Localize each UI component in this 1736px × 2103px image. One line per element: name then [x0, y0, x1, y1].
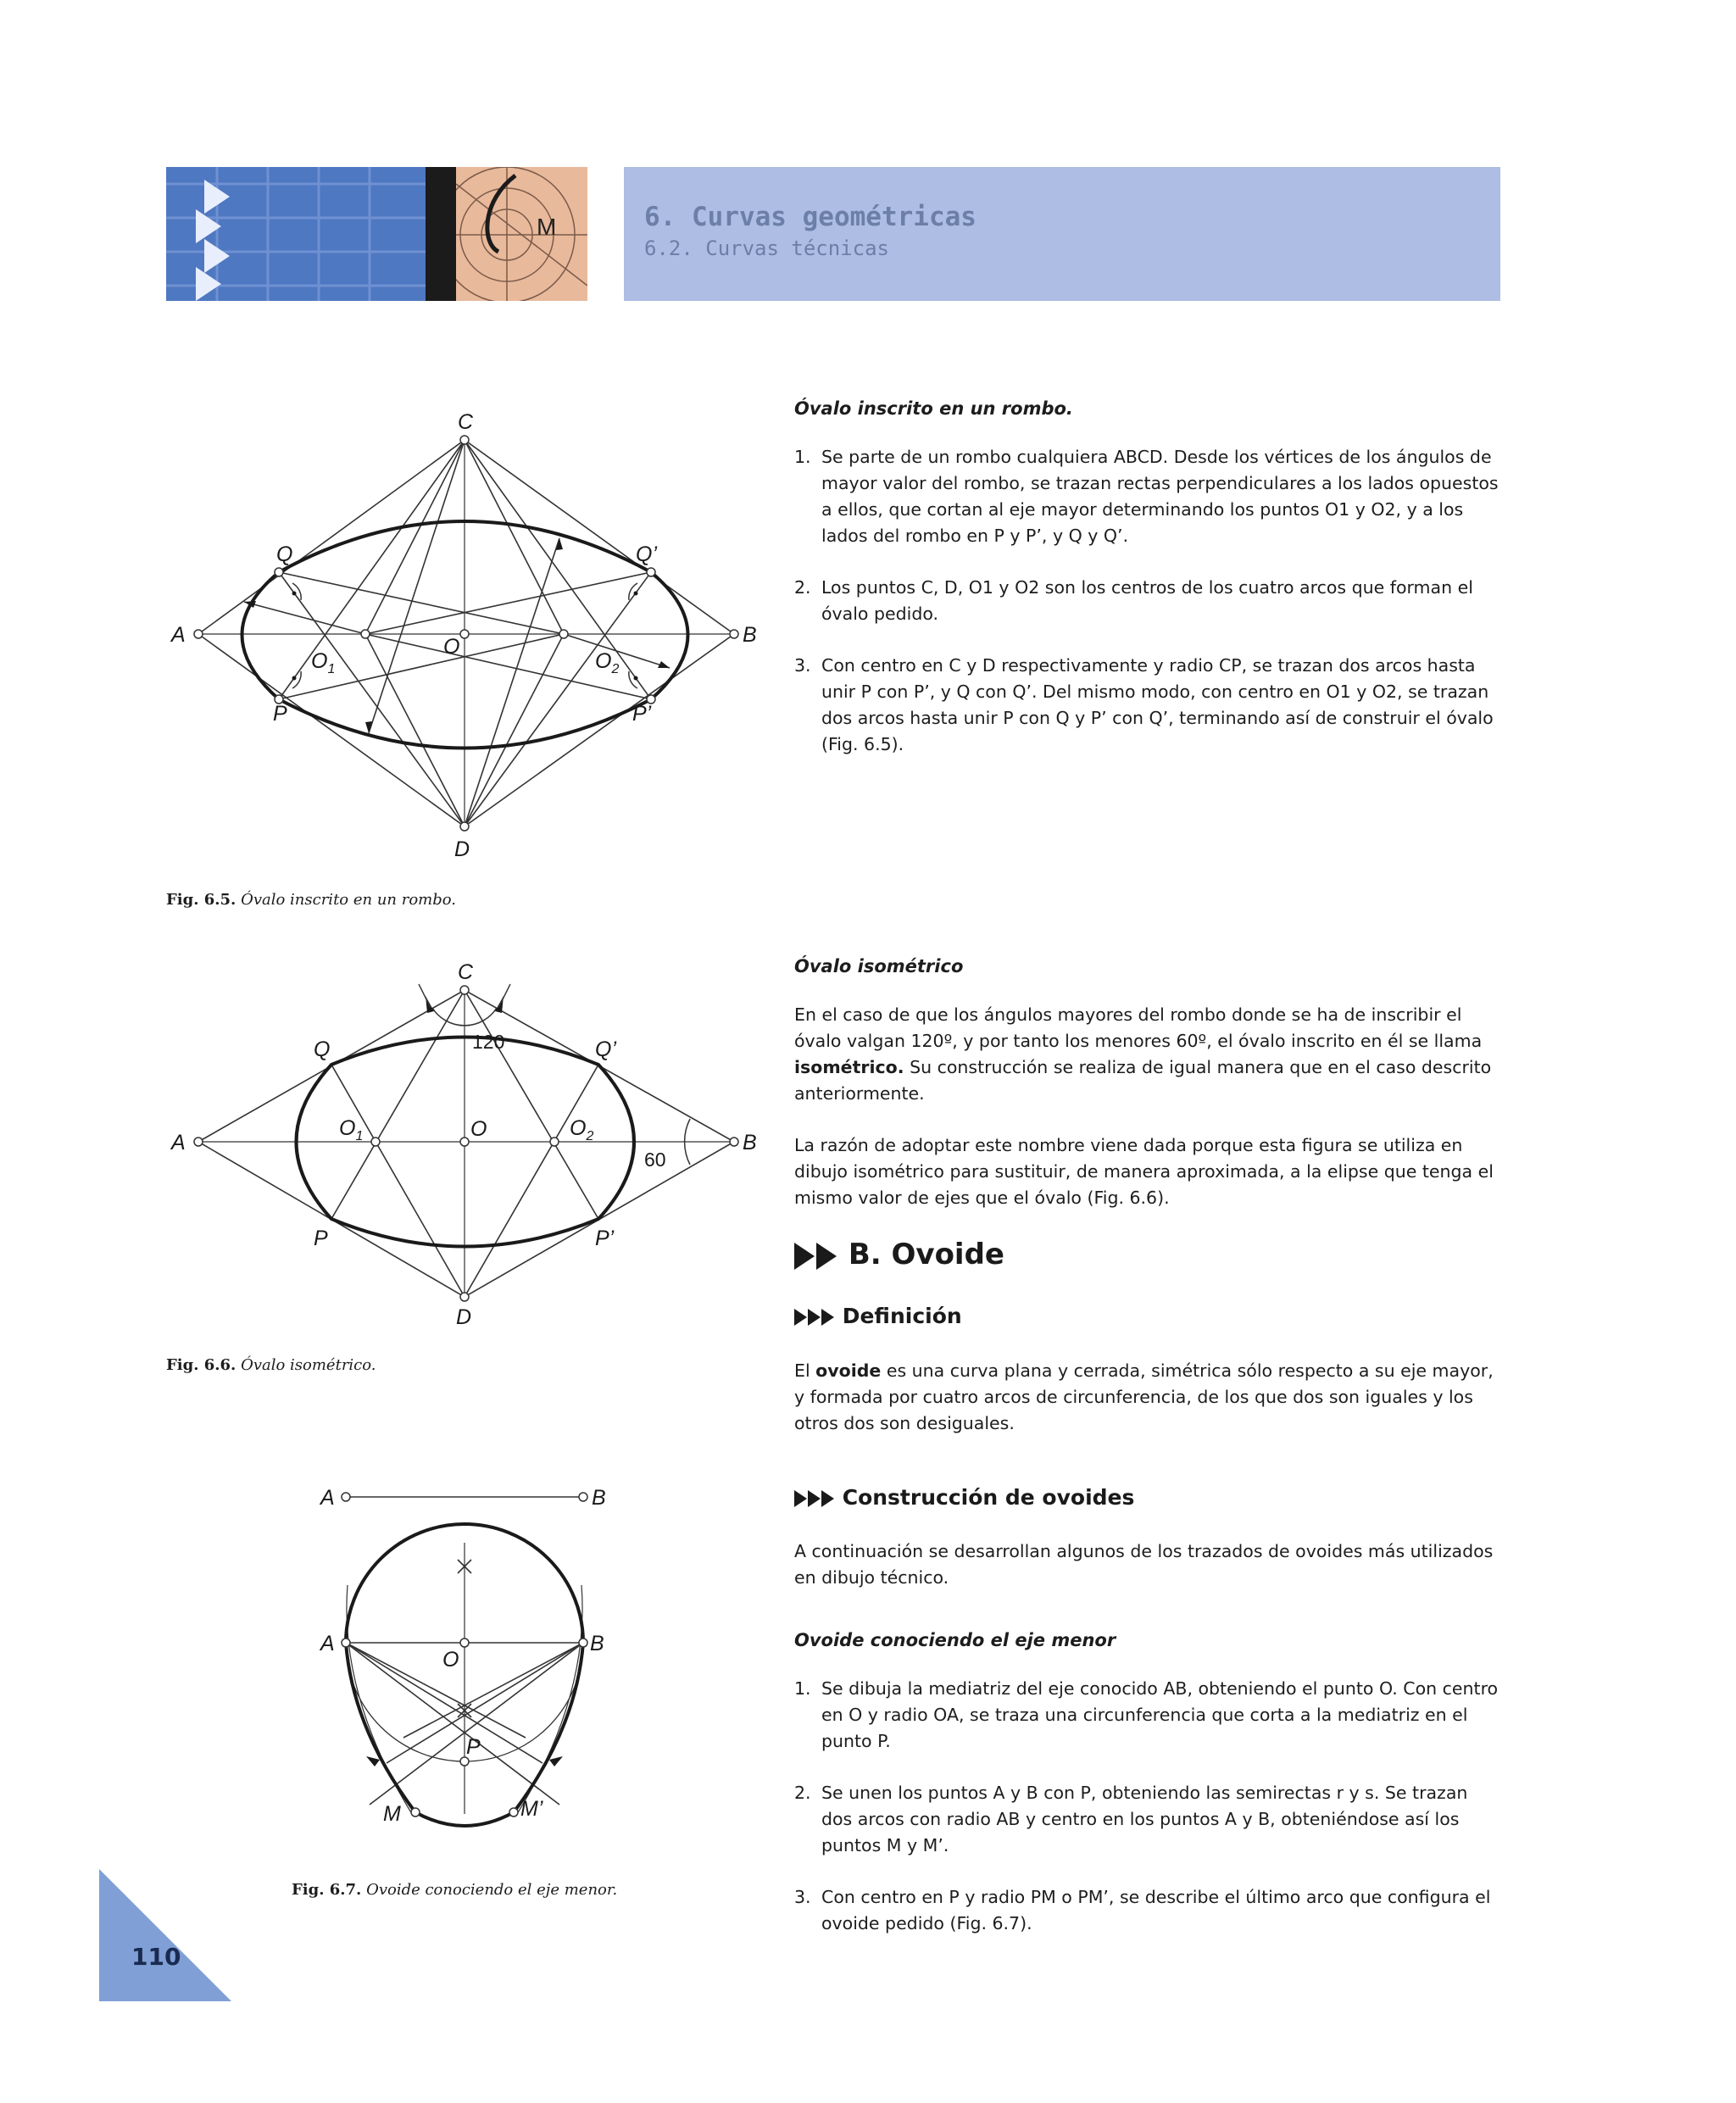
triple-arrow-icon	[794, 1309, 807, 1326]
header-divider	[426, 167, 456, 301]
subsection-definicion: Definición	[794, 1304, 962, 1328]
header-image-pattern	[166, 167, 426, 301]
figure-6-6-isometric-oval	[161, 954, 771, 1352]
triple-arrow-icon	[821, 1490, 834, 1507]
list-item: 1. Se parte de un rombo cualquiera ABCD. Desde los vértices de los ángulos de mayor valor del rombo, se trazan rectas perpendiculares a los lados opuestos a ellos, que cortan al eje mayor determinando los puntos O1 y O2, y a los lados del rombo en P y P’, y Q y Q’.	[794, 447, 1499, 546]
label-C: C	[458, 960, 474, 984]
header-band	[624, 167, 1500, 301]
label-O: O	[442, 1648, 459, 1672]
triple-arrow-icon	[821, 1309, 834, 1326]
paragraph-isometric-1: En el caso de que los ángulos mayores del rombo donde se ha de inscribir el óvalo valgan 120º, y por tanto los menores 60º, el óvalo inscrito en él se llama isométrico. Su construcción se realiza de igual manera que en el caso descrito anteriormente.	[794, 1004, 1492, 1104]
label-O2: $O_2$	[570, 1116, 594, 1143]
heading-oval-rhombus: Óvalo inscrito en un rombo.	[794, 398, 1073, 419]
double-arrow-icon	[794, 1243, 815, 1270]
label-C: C	[458, 410, 474, 434]
label-Q-prime: Q’	[595, 1038, 616, 1061]
section-isometric-oval	[794, 956, 1500, 1211]
label-M-prime: M’	[520, 1797, 543, 1821]
label-B-top: B	[592, 1486, 606, 1510]
label-A: A	[171, 1131, 186, 1154]
list-item: 2. Se unen los puntos A y B con P, obteniendo las semirectas r y s. Se trazan dos arcos con radio AB y centro en los puntos A y B, obteniéndose así los puntos M y M’.	[794, 1783, 1468, 1855]
label-B: B	[590, 1632, 604, 1655]
list-item: 3. Con centro en C y D respectivamente y radio CP, se trazan dos arcos hasta unir P con P’, y Q con Q’. Del mismo modo, con centro en O1 y O2, se trazan dos arcos hasta unir P con Q y P’ con Q’, terminando así de construir el óvalo (Fig. 6.5).	[794, 655, 1494, 754]
label-B: B	[743, 1131, 757, 1154]
label-A: A	[171, 623, 186, 647]
label-P: P	[273, 702, 287, 726]
label-B: B	[743, 623, 757, 647]
label-O1: $O_1$	[339, 1116, 364, 1143]
label-A: A	[320, 1632, 335, 1655]
label-Q: Q	[314, 1038, 331, 1061]
section-ovoid-minor-axis	[794, 1630, 1500, 1962]
label-Q: Q	[276, 542, 293, 566]
steps-oval-rhombus	[794, 444, 1500, 758]
list-item: 2. Los puntos C, D, O1 y O2 son los centros de los cuatro arcos que forman el óvalo pedido.	[794, 577, 1473, 624]
caption-fig-6-7: Fig. 6.7. Ovoide conociendo el eje menor.	[292, 1881, 618, 1899]
svg-text:M: M	[537, 214, 557, 240]
figure-6-5-oval-rhombus	[161, 398, 771, 873]
chapter-title: 6. Curvas geométricas	[644, 202, 976, 232]
subsection-construccion: Construcción de ovoides	[794, 1485, 1134, 1510]
label-O: O	[470, 1117, 487, 1141]
figure-6-7-ovoid	[314, 1475, 619, 1839]
section-title: 6.2. Curvas técnicas	[644, 236, 889, 260]
paragraph-definicion: El ovoide es una curva plana y cerrada, simétrica sólo respecto a su eje mayor, y formada por cuatro arcos de circunferencia, de los que dos son iguales y los otros dos son desiguales.	[794, 1360, 1494, 1433]
heading-isometric-oval: Óvalo isométrico	[794, 956, 964, 976]
page-corner-triangle	[99, 1869, 231, 2001]
caption-fig-6-5: Fig. 6.5. Óvalo inscrito en un rombo.	[166, 891, 457, 909]
label-O2: $O_2$	[595, 649, 620, 676]
label-P-prime: P’	[595, 1227, 615, 1250]
label-D: D	[456, 1305, 472, 1329]
section-oval-rhombus	[794, 398, 1500, 783]
label-A-top: A	[320, 1486, 335, 1510]
steps-ovoid	[794, 1676, 1500, 1937]
label-P-prime: P’	[632, 702, 652, 726]
section-title-ovoide: B. Ovoide	[794, 1238, 1004, 1271]
label-O1: $O_1$	[311, 649, 336, 676]
label-P: P	[466, 1735, 481, 1759]
triple-arrow-icon	[808, 1309, 821, 1326]
label-M: M	[383, 1802, 401, 1826]
list-item: 3. Con centro en P y radio PM o PM’, se describe el último arco que configura el ovoide pedido (Fig. 6.7).	[794, 1887, 1491, 1933]
label-D: D	[454, 837, 470, 861]
paragraph-construccion: A continuación se desarrollan algunos de los trazados de ovoides más utilizados en dibujo técnico.	[794, 1541, 1494, 1588]
label-O: O	[443, 635, 460, 659]
triple-arrow-icon	[794, 1490, 807, 1507]
page-number: 110	[131, 1943, 181, 1971]
label-angle-120: 120	[472, 1031, 505, 1053]
label-Q-prime: Q’	[636, 542, 657, 566]
triple-arrow-icon	[808, 1490, 821, 1507]
label-angle-60: 60	[644, 1149, 666, 1171]
caption-fig-6-6: Fig. 6.6. Óvalo isométrico.	[166, 1356, 376, 1374]
list-item: 1. Se dibuja la mediatriz del eje conocido AB, obteniendo el punto O. Con centro en O y radio OA, se traza una circunferencia que corta a la mediatriz en el punto P.	[794, 1678, 1499, 1751]
header-image-compass	[456, 167, 587, 301]
heading-ovoid-minor-axis: Ovoide conociendo el eje menor	[794, 1630, 1116, 1650]
label-P: P	[314, 1227, 328, 1250]
paragraph-isometric-2: La razón de adoptar este nombre viene dada porque esta figura se utiliza en dibujo isométrico para sustituir, de manera aproximada, a la elipse que tenga el mismo valor de ejes que el óvalo (Fig. 6.6).	[794, 1135, 1494, 1208]
double-arrow-icon	[816, 1243, 837, 1270]
